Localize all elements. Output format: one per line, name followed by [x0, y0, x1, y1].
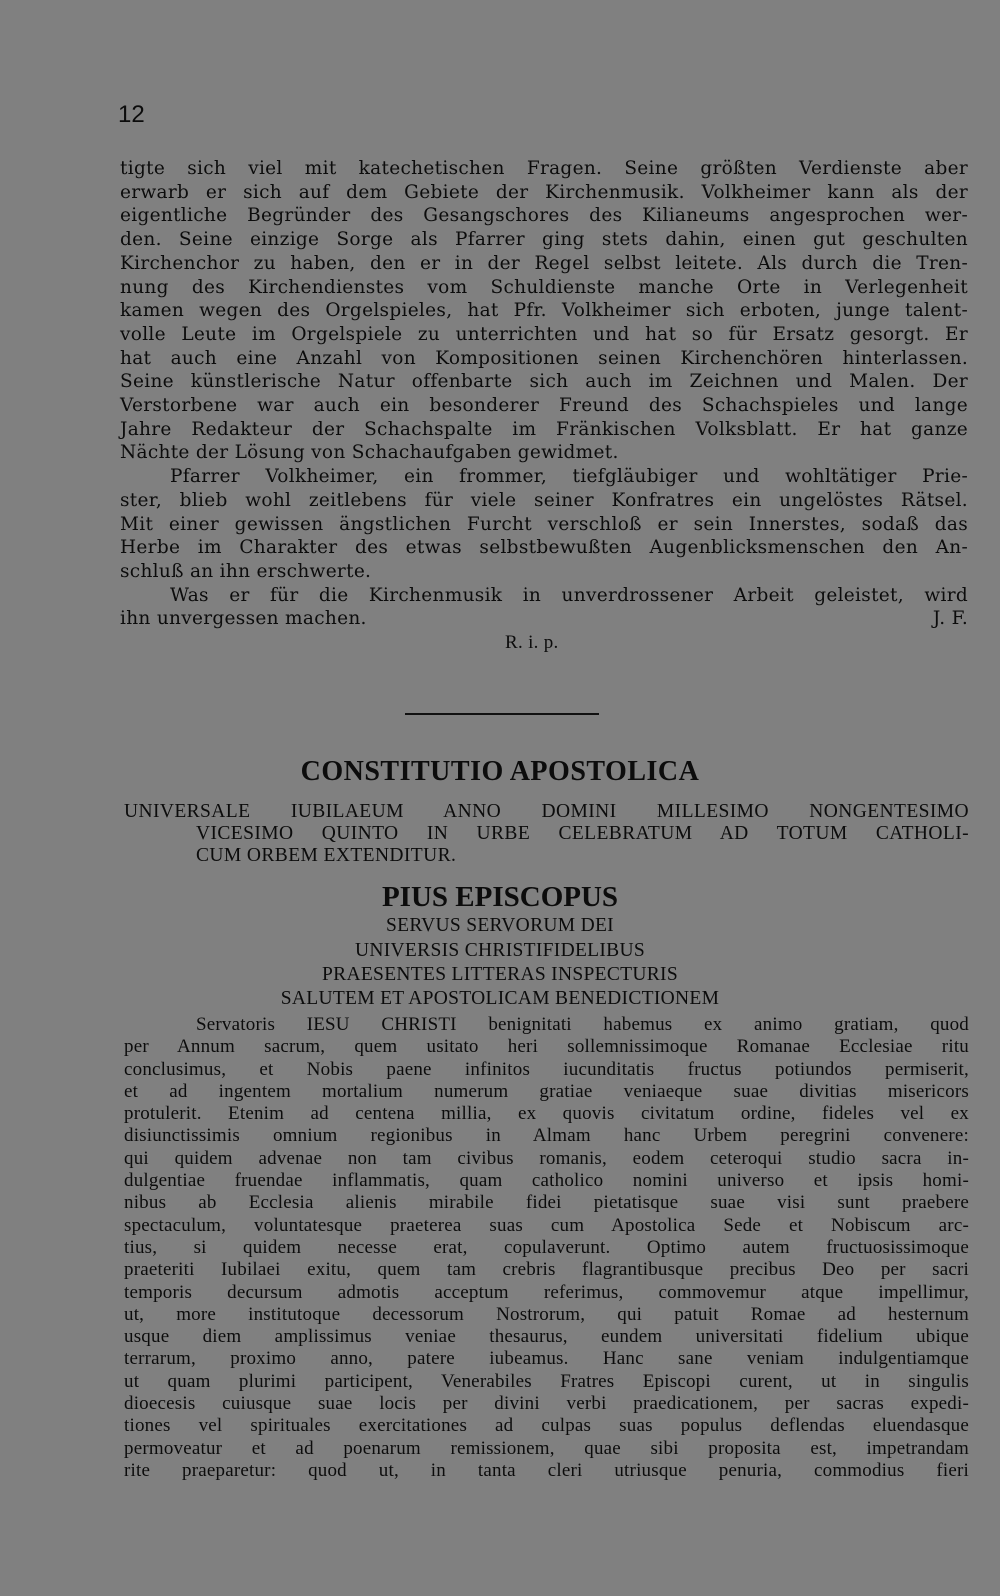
- text-line: dioecesis cuiusque suae locis per divini verbi praedicationem, per sacras expedi-: [124, 1393, 969, 1415]
- obituary-text: [120, 157, 968, 655]
- text-line: eigentliche Begründer des Gesangschores des Kilianeums angesprochen wer-: [120, 205, 968, 227]
- text-line: Pfarrer Volkheimer, ein frommer, tiefgläubiger und wohltätiger Prie-: [170, 466, 968, 488]
- constitution-subtitle: [124, 801, 969, 867]
- text-line: permoveatur et ad poenarum remissionem, quae sibi proposita est, impetrandam: [124, 1437, 969, 1459]
- constitution-title: CONSTITUTIO APOSTOLICA: [300, 756, 700, 787]
- text-line: nung des Kirchendienstes vom Schuldienste manche Orte in Verlegenheit: [120, 276, 968, 298]
- text-line: ut quam plurimi participent, Venerabiles Fratres Episcopi curent, ut in singulis: [124, 1370, 969, 1392]
- text-line: nibus ab Ecclesia alienis mirabile fidei pietatisque suae visi sunt praebere: [124, 1192, 969, 1214]
- text-line: ster, blieb wohl zeitlebens für viele seiner Konfratres ein ungelöstes Rätsel.: [120, 489, 968, 511]
- pope-name: PIUS EPISCOPUS: [381, 881, 619, 913]
- text-line: protulerit. Etenim ad centena millia, ex quovis civitatum ordine, fideles vel ex: [124, 1103, 969, 1125]
- text-line: qui quidem advenae non tam civibus romanis, eodem ceteroqui studio sacra in-: [124, 1147, 969, 1169]
- text-line: Jahre Redakteur der Schachspalte im Fränkischen Volksblatt. Er hat ganze: [120, 418, 968, 440]
- text-line: praeteriti Iubilaei exitu, quem tam crebris flagrantibusque precibus Deo per sacri: [124, 1259, 969, 1281]
- text-line: Verstorbene war auch ein besonderer Freund des Schachspieles und lange: [120, 395, 968, 417]
- text-line: terrarum, proximo anno, patere iubeamus. Hanc sane veniam indulgentiamque: [124, 1348, 969, 1370]
- subtitle-line: CUM ORBEM EXTENDITUR.: [196, 845, 457, 866]
- text-line: Was er für die Kirchenmusik in unverdrossener Arbeit geleistet, wird: [170, 584, 968, 606]
- text-line: volle Leute im Orgelspiele zu unterrichten und hat so für Ersatz gesorgt. Er: [120, 323, 968, 345]
- text-line: conclusimus, et Nobis paene infinitos iucunditatis fructus potiundos permiserit,: [124, 1058, 969, 1080]
- address-line: UNIVERSIS CHRISTIFIDELIBUS: [354, 940, 646, 961]
- page-number: 12: [118, 101, 145, 128]
- text-line: temporis decursum admotis acceptum referimus, commovemur atque impellimur,: [124, 1281, 969, 1303]
- text-line: per Annum sacrum, quem usitato heri sollemnissimoque Romanae Ecclesiae ritu: [124, 1036, 969, 1058]
- section-divider: [405, 713, 599, 715]
- subtitle-line: VICESIMO QUINTO IN URBE CELEBRATUM AD TOTUM CATHOLI-: [196, 823, 969, 844]
- text-line: den. Seine einzige Sorge als Pfarrer ging stets dahin, einen gut geschulten: [120, 229, 968, 251]
- constitution-body: [124, 1014, 969, 1482]
- address-line: SALUTEM ET APOSTOLICAM BENEDICTIONEM: [280, 988, 720, 1009]
- text-line: hat auch eine Anzahl von Kompositionen seinen Kirchenchören hinterlassen.: [120, 347, 968, 369]
- text-line: Mit einer gewissen ängstlichen Furcht verschloß er sein Innerstes, sodaß das: [120, 513, 968, 535]
- text-line-signature: [120, 607, 968, 631]
- text-line: et ad ingentem mortalium numerum gratiae veniaeque suae divitias misericors: [124, 1080, 969, 1102]
- text-line: Servatoris IESU CHRISTI benignitati habemus ex animo gratiam, quod: [196, 1014, 969, 1035]
- text-line: disiunctissimis omnium regionibus in Almam hanc Urbem peregrini convenere:: [124, 1125, 969, 1147]
- address-line: SERVUS SERVORUM DEI: [386, 915, 614, 936]
- rip-row: [120, 631, 968, 655]
- text-line: spectaculum, voluntatesque praeterea suas cum Apostolica Sede et Nobiscum arc-: [124, 1214, 969, 1236]
- text-line: Herbe im Charakter des etwas selbstbewußten Augenblicksmenschen den An-: [120, 537, 968, 559]
- text-line: ut, more institutoque decessorum Nostrorum, qui patuit Romae ad hesternum: [124, 1303, 969, 1325]
- subtitle-line: UNIVERSALE IUBILAEUM ANNO DOMINI MILLESIMO NONGENTESIMO: [124, 801, 969, 822]
- text-line: tiones vel spirituales exercitationes ad culpas suas populus deflendas eluendasque: [124, 1415, 969, 1437]
- text-line: tigte sich viel mit katechetischen Fragen. Seine größten Verdienste aber: [120, 158, 968, 179]
- text-line: tius, si quidem necesse erat, copulaverunt. Optimo autem fructuosissimoque: [124, 1236, 969, 1258]
- author-initials: J. F.: [932, 608, 968, 630]
- rip-text: R. i. p.: [505, 632, 559, 654]
- text-line: schluß an ihn erschwerte.: [120, 560, 372, 582]
- text-line: Seine künstlerische Natur offenbarte sich auch im Zeichnen und Malen. Der: [120, 371, 968, 393]
- text-line: kamen wegen des Orgelspieles, hat Pfr. Volkheimer sich erboten, junge talent-: [120, 300, 968, 322]
- text-line: Kirchenchor zu haben, den er in der Regel selbst leitete. Als durch die Tren-: [120, 252, 968, 274]
- text-line: erwarb er sich auf dem Gebiete der Kirchenmusik. Volkheimer kann als der: [120, 181, 968, 203]
- address-line: PRAESENTES LITTERAS INSPECTURIS: [322, 964, 678, 985]
- text-line: usque diem amplissimus veniae thesaurus, eundem universitati fidelium ubique: [124, 1326, 969, 1348]
- text-line: dulgentiae fruendae inflammatis, quam catholico nomini universo et ipsis homi-: [124, 1170, 969, 1192]
- text-line: rite praeparetur: quod ut, in tanta cleri utriusque penuria, commodius fieri: [124, 1459, 969, 1481]
- text-line: ihn unvergessen machen.: [120, 608, 367, 630]
- text-line: Nächte der Lösung von Schachaufgaben gewidmet.: [120, 442, 619, 464]
